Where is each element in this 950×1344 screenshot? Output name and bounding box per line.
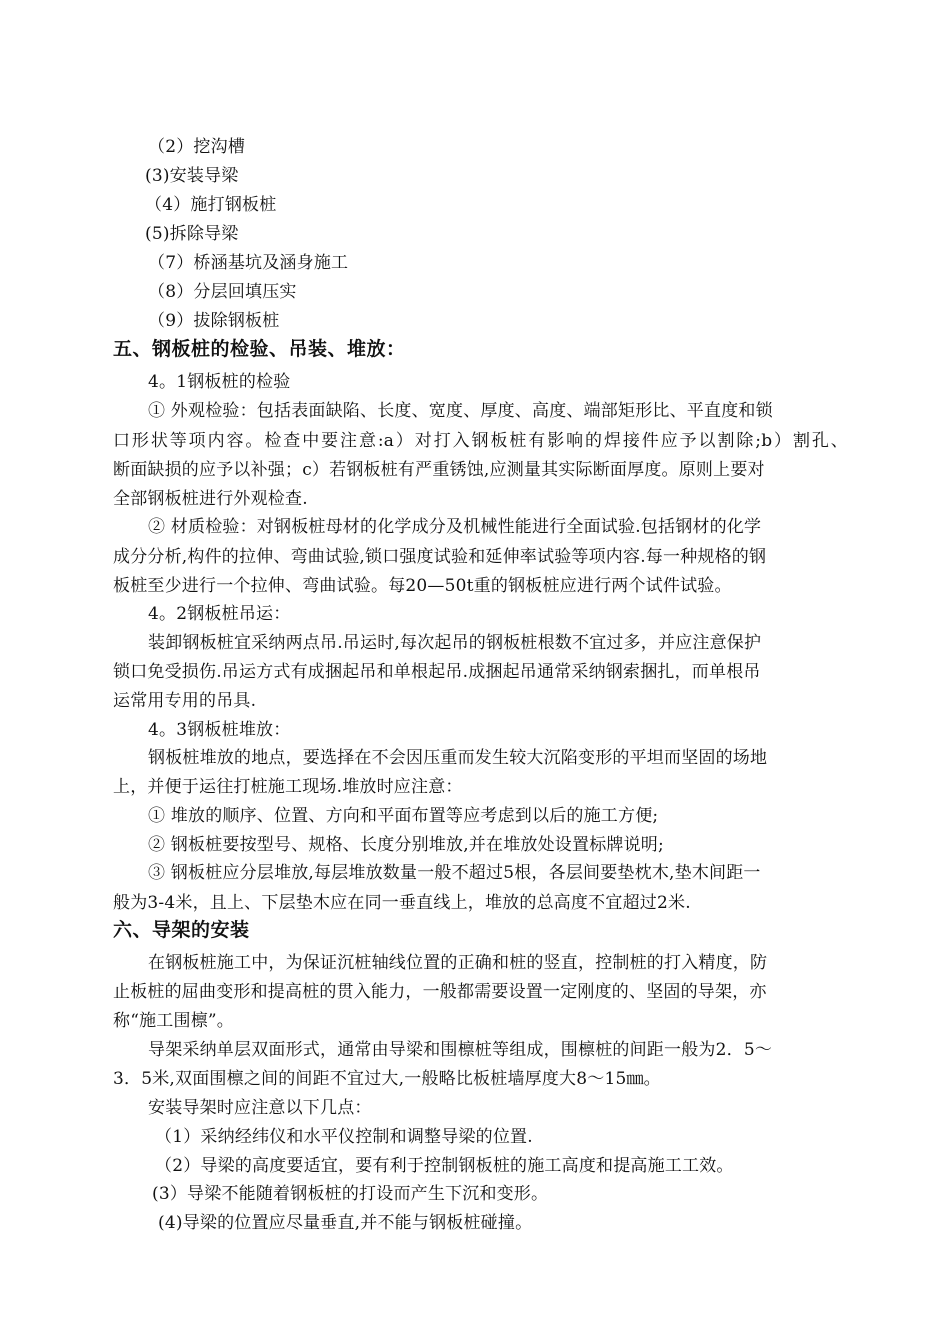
paragraph-line: 板桩至少进行一个拉伸、弯曲试验。每20—50t重的钢板桩应进行两个试件试验。 xyxy=(113,576,732,596)
paragraph-line: 装卸钢板桩宜采纳两点吊.吊运时,每次起吊的钢板桩根数不宜过多，并应注意保护 xyxy=(148,633,762,653)
paragraph-line: 止板桩的屈曲变形和提高桩的贯入能力，一般都需要设置一定刚度的、坚固的导架，亦 xyxy=(113,982,767,1002)
stacking-note-2: ② 钢板桩要按型号、规格、长度分别堆放,并在堆放处设置标牌说明; xyxy=(148,835,664,855)
guide-item-4: (4)导梁的位置应尽量垂直,并不能与钢板桩碰撞。 xyxy=(158,1213,533,1233)
step-9: （9）拔除钢板桩 xyxy=(148,311,280,331)
guide-item-2: （2）导梁的高度要适宜，要有利于控制钢板桩的施工高度和提高施工工效。 xyxy=(155,1156,734,1176)
guide-item-1: （1）采纳经纬仪和水平仪控制和调整导梁的位置. xyxy=(155,1127,533,1147)
subheading-4-3: 4。3钢板桩堆放： xyxy=(148,720,291,740)
step-4: （4）施打钢板桩 xyxy=(145,195,277,215)
paragraph-line: ① 外观检验：包括表面缺陷、长度、宽度、厚度、高度、端部矩形比、平直度和锁 xyxy=(148,401,773,421)
paragraph-line: 成分分析,构件的拉伸、弯曲试验,锁口强度试验和延伸率试验等项内容.每一种规格的钢 xyxy=(113,547,767,567)
paragraph-line: 上，并便于运往打桩施工现场.堆放时应注意： xyxy=(113,777,463,797)
section-6-heading: 六、导架的安装 xyxy=(113,919,250,941)
step-8: （8）分层回填压实 xyxy=(148,282,297,302)
paragraph-line: 运常用专用的吊具. xyxy=(113,691,257,711)
step-2: （2）挖沟槽 xyxy=(148,137,246,157)
paragraph-line: 称“施工围檩”。 xyxy=(113,1011,234,1031)
stacking-note-1: ① 堆放的顺序、位置、方向和平面布置等应考虑到以后的施工方便; xyxy=(148,806,659,826)
paragraph-line: ② 材质检验：对钢板桩母材的化学成分及机械性能进行全面试验.包括钢材的化学 xyxy=(148,517,762,537)
subheading-4-1: 4。1钢板桩的检验 xyxy=(148,372,291,392)
paragraph-line: 断面缺损的应予以补强；c）若钢板桩有严重锈蚀,应测量其实际断面厚度。原则上要对 xyxy=(113,460,765,480)
paragraph-line: 钢板桩堆放的地点，要选择在不会因压重而发生较大沉陷变形的平坦而坚固的场地 xyxy=(148,748,768,768)
paragraph-line: 3．5米,双面围檩之间的间距不宜过大,一般略比板桩墙厚度大8～15㎜。 xyxy=(113,1069,661,1089)
paragraph-line: 般为3-4米，且上、下层垫木应在同一垂直线上，堆放的总高度不宜超过2米. xyxy=(113,893,691,913)
paragraph-line: 导架采纳单层双面形式，通常由导梁和围檩桩等组成，围檩桩的间距一般为2．5～ xyxy=(148,1040,773,1060)
step-5: (5)拆除导梁 xyxy=(145,224,239,244)
step-3: (3)安装导梁 xyxy=(145,166,239,186)
guide-item-3: (3）导梁不能随着钢板桩的打设而产生下沉和变形。 xyxy=(152,1184,549,1204)
paragraph-line: 口形状等项内容。检查中要注意:a）对打入钢板桩有影响的焊接件应予以割除;b）割孔、 xyxy=(113,431,848,451)
subheading-4-2: 4。2钢板桩吊运： xyxy=(148,604,291,624)
paragraph-line: 安装导架时应注意以下几点： xyxy=(148,1098,372,1118)
section-5-heading: 五、钢板桩的检验、吊装、堆放： xyxy=(113,338,406,360)
paragraph-line: 在钢板桩施工中，为保证沉桩轴线位置的正确和桩的竖直，控制桩的打入精度，防 xyxy=(148,953,768,973)
step-7: （7）桥涵基坑及涵身施工 xyxy=(148,253,349,273)
stacking-note-3: ③ 钢板桩应分层堆放,每层堆放数量一般不超过5根，各层间要垫枕木,垫木间距一 xyxy=(148,863,761,883)
paragraph-line: 全部钢板桩进行外观检查. xyxy=(113,489,308,509)
paragraph-line: 锁口免受损伤.吊运方式有成捆起吊和单根起吊.成捆起吊通常采纳钢索捆扎，而单根吊 xyxy=(113,662,761,682)
